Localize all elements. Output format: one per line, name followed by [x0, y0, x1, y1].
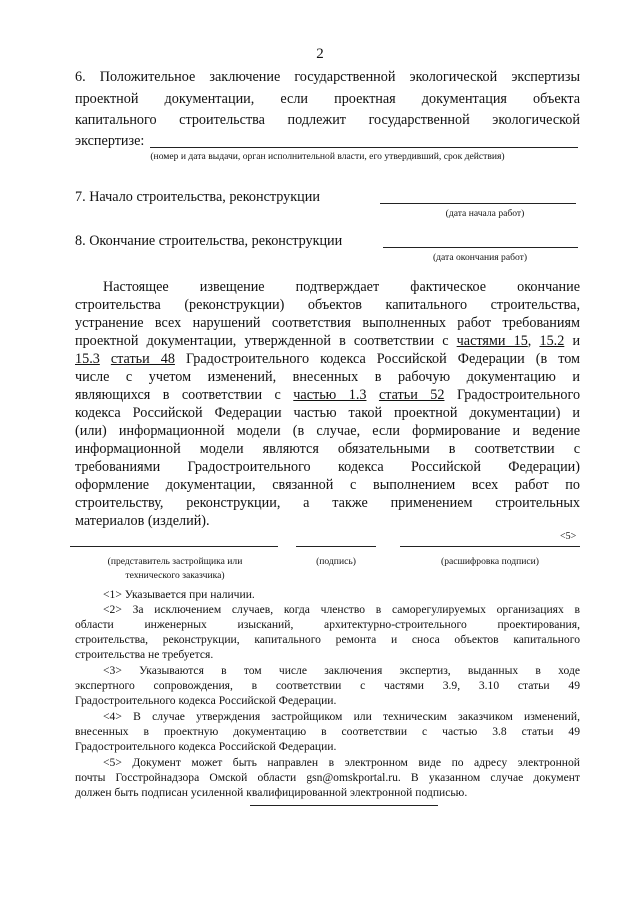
item8-fill-line: [383, 247, 578, 248]
para-l7-text: являющихся в соответствии с: [75, 387, 281, 403]
footnote-4-line-1: <4> В случае утверждения застройщиком или техническим заказчиком изменений,: [103, 710, 580, 723]
decode-line: [400, 546, 580, 547]
para-l7-end: Градостроительного: [456, 387, 581, 403]
footnote-2-line-1: <2> За исключением случаев, когда членство в саморегулируемых организациях в: [103, 603, 580, 616]
item6-fill-line: [150, 147, 578, 148]
link-15-3[interactable]: 15.3: [75, 351, 100, 367]
para-line-10: информационной модели являются обязательными в соответствии с: [75, 441, 580, 457]
footnote-3-line-1: <3> Указываются в том числе заключения экспертиз, выданных в ходе: [103, 664, 580, 677]
item6-caption: (номер и дата выдачи, орган исполнительной власти, его утвердивший, срок действия): [150, 151, 505, 162]
decode-caption: (расшифровка подписи): [441, 556, 539, 567]
footnote-3-line-3: Градостроительного кодекса Российской Федерации.: [75, 694, 337, 707]
rep-line: [70, 546, 278, 547]
footnote-2-line-3: строительства, реконструкции, капитального ремонта и сноса объектов капитального: [75, 633, 580, 646]
link-15-2[interactable]: 15.2: [539, 333, 565, 349]
footnote-3-line-2: экспертного сопровождения, в соответствии с частями 3.9, 3.10 статьи 49: [75, 679, 580, 692]
para-line-6: числе с учетом изменений, внесенных в рабочую документацию и: [75, 369, 580, 385]
para-line-2: строительства (реконструкции) объектов капитального строительства,: [75, 297, 580, 313]
footnote-2-line-4: строительства не требуется.: [75, 648, 214, 661]
para-line-5: [75, 350, 580, 370]
para-line-9: (или) информационной модели (в случае, если формирование и ведение: [75, 423, 580, 439]
para-l4-text: проектной документации, утвержденной в соответствии с: [75, 333, 449, 349]
item6-line-4: экспертизе:: [75, 133, 145, 149]
page-number: 2: [316, 46, 324, 62]
para-line-4: [75, 332, 580, 352]
para-l4-end: и: [572, 333, 581, 349]
para-line-7: [75, 386, 580, 406]
item6-line-3: капитального строительства подлежит государственной экологической: [75, 112, 580, 128]
link-statyi-48[interactable]: статьи 48: [110, 351, 175, 367]
footnote-2-line-2: области инженерных изысканий, архитектурно-строительного проектирования,: [75, 618, 580, 631]
item7-caption: (дата начала работ): [445, 208, 525, 219]
item6-line-1: 6. Положительное заключение государственной экологической экспертизы: [75, 69, 580, 85]
link-chastyami-15[interactable]: частями 15: [456, 333, 528, 349]
para-line-8: кодекса Российской Федерации частью такой проектной документации) и: [75, 405, 580, 421]
para-line-12: оформление документации, связанной с выполнением всех работ по: [75, 477, 580, 493]
footnote-1: <1> Указывается при наличии.: [103, 588, 255, 601]
footnote-5-line-2: почты Госстройнадзора Омской области gsn@omskportal.ru. В указанном случае документ: [75, 771, 580, 784]
closing-line: [250, 805, 438, 806]
note-ref-5: <5>: [560, 531, 577, 542]
item6-line-2: проектной документации, если проектная документация объекта: [75, 91, 580, 107]
sign-caption: (подпись): [316, 556, 356, 567]
para-l5-text: Градостроительного кодекса Российской Федерации (в том: [185, 351, 581, 367]
para-line-11: требованиями Градостроительного кодекса Российской Федерации): [75, 459, 580, 475]
rep-caption-2: технического заказчика): [125, 570, 225, 581]
link-statyi-52[interactable]: статьи 52: [378, 387, 445, 403]
para-line-3: устранение всех нарушений соответствия выполненных работ требованиям: [75, 315, 580, 331]
item8-label: 8. Окончание строительства, реконструкции: [75, 233, 343, 249]
para-line-14: материалов (изделий).: [75, 513, 210, 529]
item7-fill-line: [380, 203, 576, 204]
para-line-13: строительству, реконструкции, а также применением строительных: [75, 495, 580, 511]
footnote-4-line-3: Градостроительного кодекса Российской Федерации.: [75, 740, 337, 753]
footnote-4-line-2: внесенных в проектную документацию в соответствии с частью 3.8 статьи 49: [75, 725, 580, 738]
footnote-5-line-1: <5> Документ может быть направлен в электронном виде по адресу электронной: [103, 756, 580, 769]
rep-caption-1: (представитель застройщика или: [107, 556, 243, 567]
item7-label: 7. Начало строительства, реконструкции: [75, 189, 320, 205]
item8-caption: (дата окончания работ): [432, 252, 528, 263]
para-line-1: Настоящее извещение подтверждает фактическое окончание: [103, 279, 580, 295]
link-chastyu-1-3[interactable]: частью 1.3: [293, 387, 367, 403]
footnote-5-line-3: должен быть подписан усиленной квалифицированной электронной подписью.: [75, 786, 468, 799]
para-l4-sep: ,: [527, 333, 532, 349]
sign-line: [296, 546, 376, 547]
